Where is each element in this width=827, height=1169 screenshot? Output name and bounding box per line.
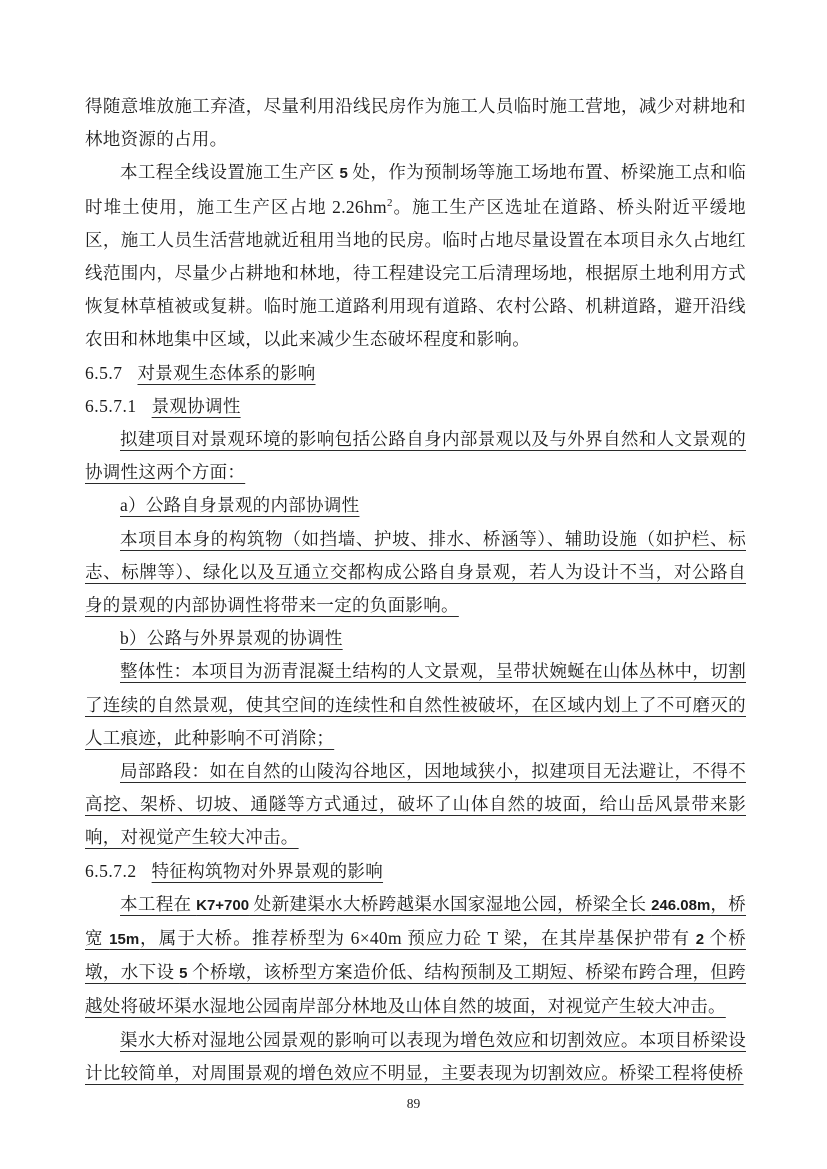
subheading-item-b-text: b）公路与外界景观的协调性: [120, 628, 343, 649]
paragraph-bridge-effect-text: 渠水大桥对湿地公园景观的影响可以表现为增色效应和切割效应。本项目桥梁设计比较简单，对周围景观的增色效应不明显，主要表现为切割效应。桥梁工程将使桥: [85, 1029, 746, 1083]
heading-6-5-7: [85, 357, 746, 390]
paragraph-integrity: [85, 655, 746, 755]
heading-6-5-7-1: [85, 390, 746, 423]
heading-6-5-7-1-number: 6.5.7.1: [85, 395, 137, 416]
subheading-item-a-text: a）公路自身景观的内部协调性: [120, 495, 360, 516]
subheading-item-b: [85, 622, 746, 655]
page-number: 89: [406, 1096, 421, 1111]
heading-6-5-7-2-number: 6.5.7.2: [85, 860, 137, 881]
paragraph-internal-coordination: [85, 523, 746, 623]
heading-6-5-7-2-title: 特征构筑物对外界景观的影响: [151, 860, 384, 881]
document-body: [85, 90, 746, 1090]
paragraph-local-sections: [85, 755, 746, 855]
paragraph-spoil-continuation: 得随意堆放施工弃渣，尽量利用沿线民房作为施工人员临时施工营地，减少对耕地和林地资源的占用。: [85, 96, 746, 150]
paragraph-landscape-intro-text: 拟建项目对景观环境的影响包括公路自身内部景观以及与外界自然和人文景观的协调性这两个方面：: [85, 429, 746, 483]
paragraph-bridge-text: 本工程在 K7+700 处新建渠水大桥跨越渠水国家湿地公园，桥梁全长 246.08m，桥宽 15m，属于大桥。推荐桥型为 6×40m 预应力砼 T 梁，在其岸基保护带有 2 个桥墩，水下设 5 个桥墩，该桥型方案造价低、结构预制及工期短、桥梁布跨合理，但跨越处将破坏渠水湿地公园南岸部分林地及山体自然的坡面，对视觉产生较大冲击。: [85, 893, 747, 1017]
subheading-item-a: [85, 489, 746, 522]
heading-6-5-7-title: 对景观生态体系的影响: [137, 362, 316, 383]
paragraph-bridge-effect: [85, 1024, 746, 1090]
paragraph-bridge: [85, 888, 746, 1024]
paragraph-integrity-text: 整体性：本项目为沥青混凝土结构的人文景观，呈带状婉蜒在山体丛林中，切割了连续的自然景观，使其空间的连续性和自然性被破坏，在区域内划上了不可磨灭的人工痕迹，此种影响不可消除；: [85, 661, 746, 748]
heading-6-5-7-number: 6.5.7: [85, 362, 123, 383]
heading-6-5-7-1-title: 景观协调性: [151, 395, 241, 416]
paragraph-landscape-intro: [85, 423, 746, 489]
paragraph-construction-area: 本工程全线设置施工生产区 5 处，作为预制场等施工场地布置、桥梁施工点和临时堆土使用，施工生产区占地 $2.26hm^2$。施工生产区选址在道路、桥头附近平缓地区，施工人员生活营地就近租用当地的民房。临时占地尽量设置在本项目永久占地红线范围内，尽量少占耕地和林地，待工程建设完工后清理场地，根据原土地利用方式恢复林草植被或复耕。临时施工道路利用现有道路、农村公路、机耕道路，避开沿线农田和林地集中区域，以此来减少生态破坏程度和影响。: [85, 162, 746, 350]
paragraph-local-sections-text: 局部路段：如在自然的山陵沟谷地区，因地域狭小，拟建项目无法避让，不得不高挖、架桥、切坡、通隧等方式通过，破坏了山体自然的坡面，给山岳风景带来影响，对视觉产生较大冲击。: [85, 761, 746, 848]
heading-6-5-7-2: [85, 855, 746, 888]
paragraph-internal-coordination-text: 本项目本身的构筑物（如挡墙、护坡、排水、桥涵等）、辅助设施（如护栏、标志、标牌等）、绿化以及互通立交都构成公路自身景观，若人为设计不当，对公路自身的景观的内部协调性将带来一定的负面影响。: [85, 528, 746, 616]
